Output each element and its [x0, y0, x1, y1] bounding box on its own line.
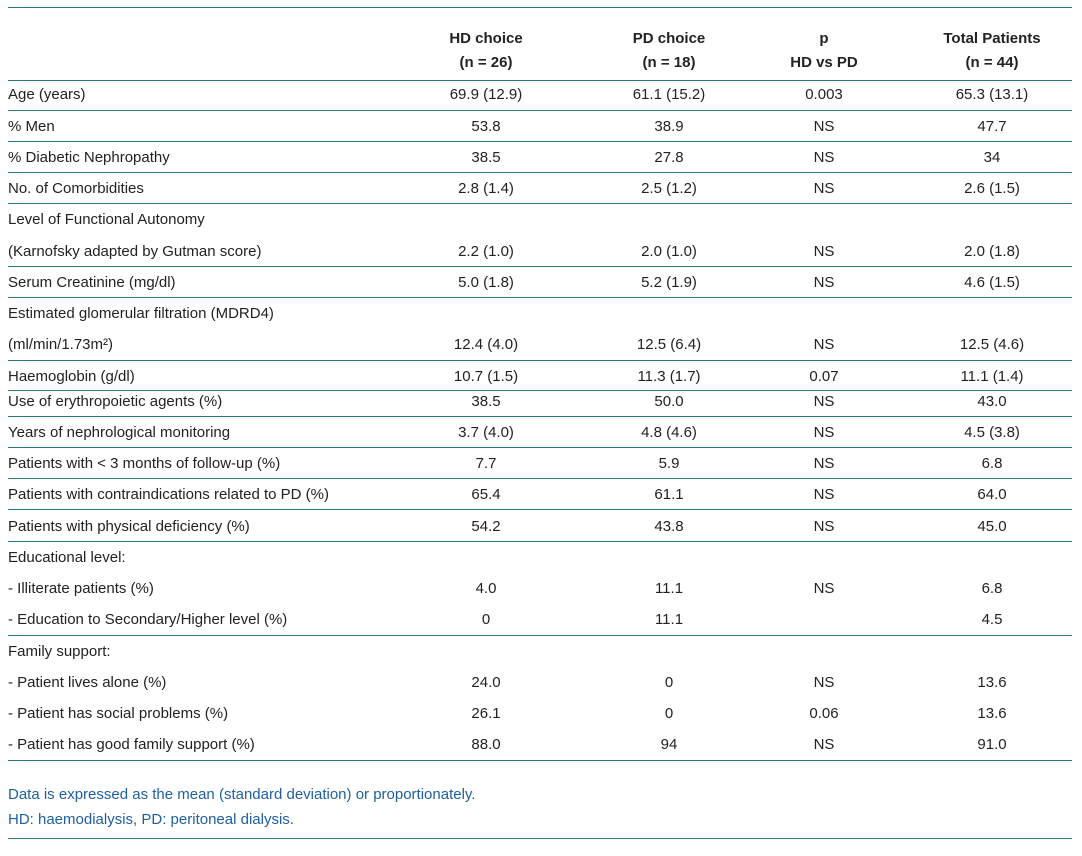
- cell-p: NS: [813, 149, 835, 166]
- column-header-p-line2: HD vs PD: [790, 54, 858, 71]
- cell-total: 13.6: [977, 674, 1007, 691]
- cell-p: NS: [813, 518, 835, 535]
- footnote: HD: haemodialysis, PD: peritoneal dialysis.: [8, 811, 294, 828]
- row-label: Patients with contraindications related to PD (%): [8, 486, 329, 503]
- row-rule: [8, 509, 1072, 510]
- footnote: Data is expressed as the mean (standard deviation) or proportionately.: [8, 786, 476, 803]
- column-header-total-line1: Total Patients: [943, 30, 1041, 47]
- row-rule: [8, 141, 1072, 142]
- cell-hd: 54.2: [471, 518, 501, 535]
- row-rule: [8, 390, 1072, 391]
- cell-hd: 38.5: [471, 149, 501, 166]
- cell-pd: 50.0: [654, 393, 684, 410]
- row-rule: [8, 478, 1072, 479]
- cell-p: NS: [813, 274, 835, 291]
- cell-total: 2.6 (1.5): [964, 180, 1020, 197]
- cell-total: 4.5 (3.8): [964, 424, 1020, 441]
- cell-pd: 11.1: [654, 611, 684, 628]
- cell-pd: 5.2 (1.9): [641, 274, 697, 291]
- row-label: - Education to Secondary/Higher level (%): [8, 611, 288, 628]
- row-rule: [8, 541, 1072, 542]
- row-label: Educational level:: [8, 549, 126, 566]
- row-label: No. of Comorbidities: [8, 180, 144, 197]
- cell-pd: 38.9: [654, 118, 684, 135]
- cell-hd: 53.8: [471, 118, 501, 135]
- cell-total: 13.6: [977, 705, 1007, 722]
- cell-total: 4.6 (1.5): [964, 274, 1020, 291]
- row-label: Serum Creatinine (mg/dl): [8, 274, 176, 291]
- cell-total: 45.0: [977, 518, 1007, 535]
- cell-total: 6.8: [981, 580, 1003, 597]
- cell-pd: 43.8: [654, 518, 684, 535]
- cell-p: NS: [813, 486, 835, 503]
- cell-hd: 2.2 (1.0): [458, 243, 514, 260]
- row-label: Age (years): [8, 86, 86, 103]
- cell-hd: 5.0 (1.8): [458, 274, 514, 291]
- row-label: - Patient lives alone (%): [8, 674, 167, 691]
- row-label: % Men: [8, 118, 55, 135]
- row-rule: [8, 447, 1072, 448]
- row-label: Estimated glomerular filtration (MDRD4): [8, 305, 274, 322]
- row-rule: [8, 110, 1072, 111]
- cell-hd: 65.4: [471, 486, 501, 503]
- row-label: Years of nephrological monitoring: [8, 424, 231, 441]
- row-rule: [8, 416, 1072, 417]
- cell-hd: 24.0: [471, 674, 501, 691]
- row-label: Level of Functional Autonomy: [8, 211, 205, 228]
- cell-pd: 27.8: [654, 149, 684, 166]
- cell-p: NS: [813, 243, 835, 260]
- row-rule: [8, 297, 1072, 298]
- cell-total: 64.0: [977, 486, 1007, 503]
- cell-p: NS: [813, 180, 835, 197]
- top-rule: [8, 7, 1072, 8]
- row-label: % Diabetic Nephropathy: [8, 149, 170, 166]
- cell-hd: 10.7 (1.5): [453, 368, 519, 385]
- cell-p: NS: [813, 393, 835, 410]
- row-rule: [8, 203, 1072, 204]
- cell-p: NS: [813, 736, 835, 753]
- cell-hd: 4.0: [475, 580, 497, 597]
- cell-hd: 69.9 (12.9): [449, 86, 523, 103]
- cell-hd: 2.8 (1.4): [458, 180, 514, 197]
- cell-hd: 3.7 (4.0): [458, 424, 514, 441]
- column-header-pd-line1: PD choice: [632, 30, 706, 47]
- cell-pd: 5.9: [658, 455, 680, 472]
- cell-pd: 11.3 (1.7): [637, 368, 701, 385]
- cell-p: NS: [813, 336, 835, 353]
- cell-p: NS: [813, 118, 835, 135]
- cell-pd: 11.1: [654, 580, 684, 597]
- cell-pd: 2.5 (1.2): [641, 180, 697, 197]
- cell-p: NS: [813, 455, 835, 472]
- cell-p: NS: [813, 580, 835, 597]
- cell-pd: 2.0 (1.0): [641, 243, 697, 260]
- cell-p: 0.07: [809, 368, 839, 385]
- row-label: (ml/min/1.73m²): [8, 336, 114, 353]
- cell-total: 34: [983, 149, 1001, 166]
- cell-pd: 0: [664, 705, 674, 722]
- cell-pd: 4.8 (4.6): [641, 424, 697, 441]
- column-header-hd-line1: HD choice: [449, 30, 523, 47]
- column-header-p-line1: p: [819, 30, 829, 47]
- cell-p: 0.003: [805, 86, 843, 103]
- bottom-table-rule: [8, 760, 1072, 761]
- cell-total: 2.0 (1.8): [964, 243, 1020, 260]
- cell-hd: 7.7: [475, 455, 497, 472]
- cell-hd: 38.5: [471, 393, 501, 410]
- cell-hd: 88.0: [471, 736, 501, 753]
- column-header-total-line2: (n = 44): [965, 54, 1019, 71]
- row-label: - Patient has social problems (%): [8, 705, 229, 722]
- row-label: Patients with physical deficiency (%): [8, 518, 250, 535]
- row-label: - Illiterate patients (%): [8, 580, 154, 597]
- cell-total: 91.0: [977, 736, 1007, 753]
- cell-pd: 61.1 (15.2): [632, 86, 706, 103]
- header-rule: [8, 80, 1072, 81]
- column-header-hd-line2: (n = 26): [459, 54, 513, 71]
- cell-total: 43.0: [977, 393, 1007, 410]
- row-rule: [8, 266, 1072, 267]
- cell-total: 65.3 (13.1): [955, 86, 1029, 103]
- cell-p: NS: [813, 674, 835, 691]
- cell-pd: 12.5 (6.4): [636, 336, 702, 353]
- footer-rule: [8, 838, 1072, 839]
- row-rule: [8, 360, 1072, 361]
- cell-hd: 0: [481, 611, 491, 628]
- cell-total: 12.5 (4.6): [959, 336, 1025, 353]
- row-label: - Patient has good family support (%): [8, 736, 255, 753]
- row-label: (Karnofsky adapted by Gutman score): [8, 243, 262, 260]
- cell-total: 6.8: [981, 455, 1003, 472]
- row-rule: [8, 172, 1072, 173]
- cell-total: 11.1 (1.4): [960, 368, 1024, 385]
- column-header-pd-line2: (n = 18): [642, 54, 696, 71]
- row-rule: [8, 635, 1072, 636]
- cell-total: 47.7: [977, 118, 1007, 135]
- cell-total: 4.5: [981, 611, 1003, 628]
- cell-p: NS: [813, 424, 835, 441]
- row-label: Patients with < 3 months of follow-up (%): [8, 455, 281, 472]
- cell-hd: 12.4 (4.0): [453, 336, 519, 353]
- cell-hd: 26.1: [471, 705, 501, 722]
- cell-pd: 61.1: [654, 486, 684, 503]
- cell-p: 0.06: [809, 705, 839, 722]
- row-label: Family support:: [8, 643, 111, 660]
- cell-pd: 94: [660, 736, 678, 753]
- cell-pd: 0: [664, 674, 674, 691]
- row-label: Haemoglobin (g/dl): [8, 368, 135, 385]
- row-label: Use of erythropoietic agents (%): [8, 393, 223, 410]
